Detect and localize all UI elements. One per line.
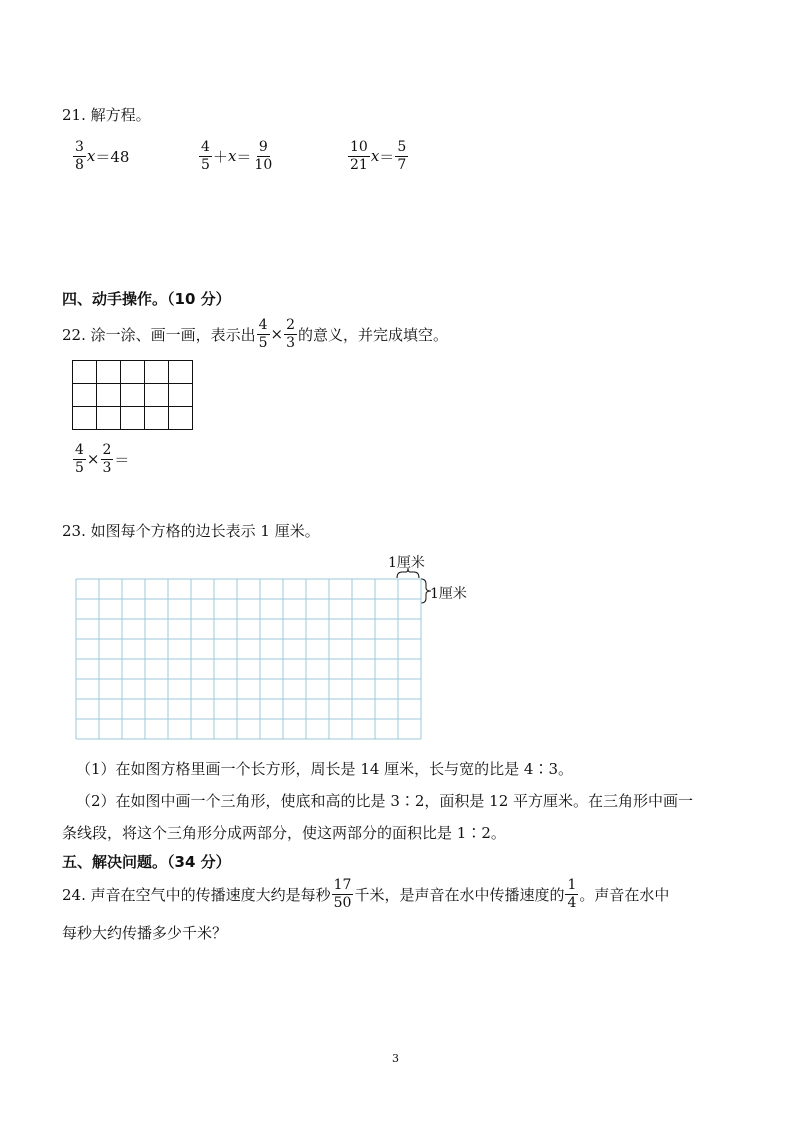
- q21-equation-3: $\frac{10}{21}$ x ＝ $\frac{5}{7}$: [350, 139, 407, 173]
- fraction: $\frac{2}{3}$: [102, 442, 112, 476]
- grid-cell[interactable]: [97, 407, 121, 430]
- q22-grid[interactable]: [72, 360, 193, 430]
- q21-equation-2: $\frac{4}{5}$ ＋ x ＝ $\frac{9}{10}$: [201, 139, 273, 173]
- grid-row: [73, 407, 193, 430]
- q23-label-right: 1厘米: [430, 586, 467, 602]
- grid-cell[interactable]: [121, 407, 145, 430]
- q23-part2-line2: 条线段，将这个三角形分成两部分，使这两部分的面积比是 1∶2。: [62, 824, 506, 842]
- fraction: $\frac{9}{10}$: [254, 139, 273, 173]
- fraction: $\frac{3}{8}$: [75, 139, 84, 173]
- fraction: $\frac{5}{7}$: [397, 139, 407, 173]
- grid-cell[interactable]: [121, 384, 145, 407]
- q23-title: 23. 如图每个方格的边长表示 1 厘米。: [62, 522, 320, 540]
- fraction: $\frac{4}{5}$: [201, 139, 210, 173]
- grid-cell[interactable]: [145, 407, 169, 430]
- grid-cell[interactable]: [169, 384, 193, 407]
- q23-part1: （1）在如图方格里画一个长方形，周长是 14 厘米，长与宽的比是 4∶3。: [76, 760, 574, 778]
- fraction: $\frac{17}{50}$: [333, 877, 352, 911]
- grid-row: [73, 384, 193, 407]
- q22-prompt: 22. 涂一涂、画一画，表示出 $\frac{4}{5}$ × $\frac{2}{3}$ 的意义，并完成填空。: [62, 317, 449, 351]
- grid-cell[interactable]: [73, 407, 97, 430]
- q22-answer-equation: $\frac{4}{5}$ × $\frac{2}{3}$ ＝: [75, 442, 130, 476]
- section-heading-4: 四、动手操作。（10 分）: [62, 290, 231, 308]
- q24-prompt-line1: 24. 声音在空气中的传播速度大约是每秒 $\frac{17}{50}$ 千米，是声音在水中传播速度的 $\frac{1}{4}$ 。声音在水中: [62, 877, 670, 911]
- grid-cell[interactable]: [121, 361, 145, 384]
- grid-cell[interactable]: [169, 361, 193, 384]
- q21-equation-1: $\frac{3}{8}$ x ＝48: [75, 139, 130, 173]
- grid-row: [73, 361, 193, 384]
- q23-part2-line1: （2）在如图中画一个三角形，使底和高的比是 3∶2，面积是 12 平方厘米。在三角形中画一: [76, 792, 694, 810]
- q23-label-top: 1厘米: [388, 555, 425, 571]
- fraction: $\frac{2}{3}$: [286, 317, 296, 351]
- section-heading-5: 五、解决问题。（34 分）: [62, 853, 231, 871]
- grid-cell[interactable]: [169, 407, 193, 430]
- fraction: $\frac{4}{5}$: [75, 442, 84, 476]
- grid-cell[interactable]: [145, 361, 169, 384]
- q24-prompt-line2: 每秒大约传播多少千米？: [62, 924, 228, 942]
- grid-cell[interactable]: [145, 384, 169, 407]
- q23-square-grid[interactable]: [75, 578, 422, 740]
- grid-cell[interactable]: [97, 384, 121, 407]
- grid-cell[interactable]: [73, 384, 97, 407]
- fraction: $\frac{10}{21}$: [350, 139, 368, 173]
- fraction: $\frac{4}{5}$: [258, 317, 268, 351]
- grid-cell[interactable]: [73, 361, 97, 384]
- grid-cell[interactable]: [97, 361, 121, 384]
- q21-title: 21. 解方程。: [62, 106, 151, 124]
- fraction: $\frac{1}{4}$: [567, 877, 577, 911]
- page-number: 3: [392, 1052, 399, 1065]
